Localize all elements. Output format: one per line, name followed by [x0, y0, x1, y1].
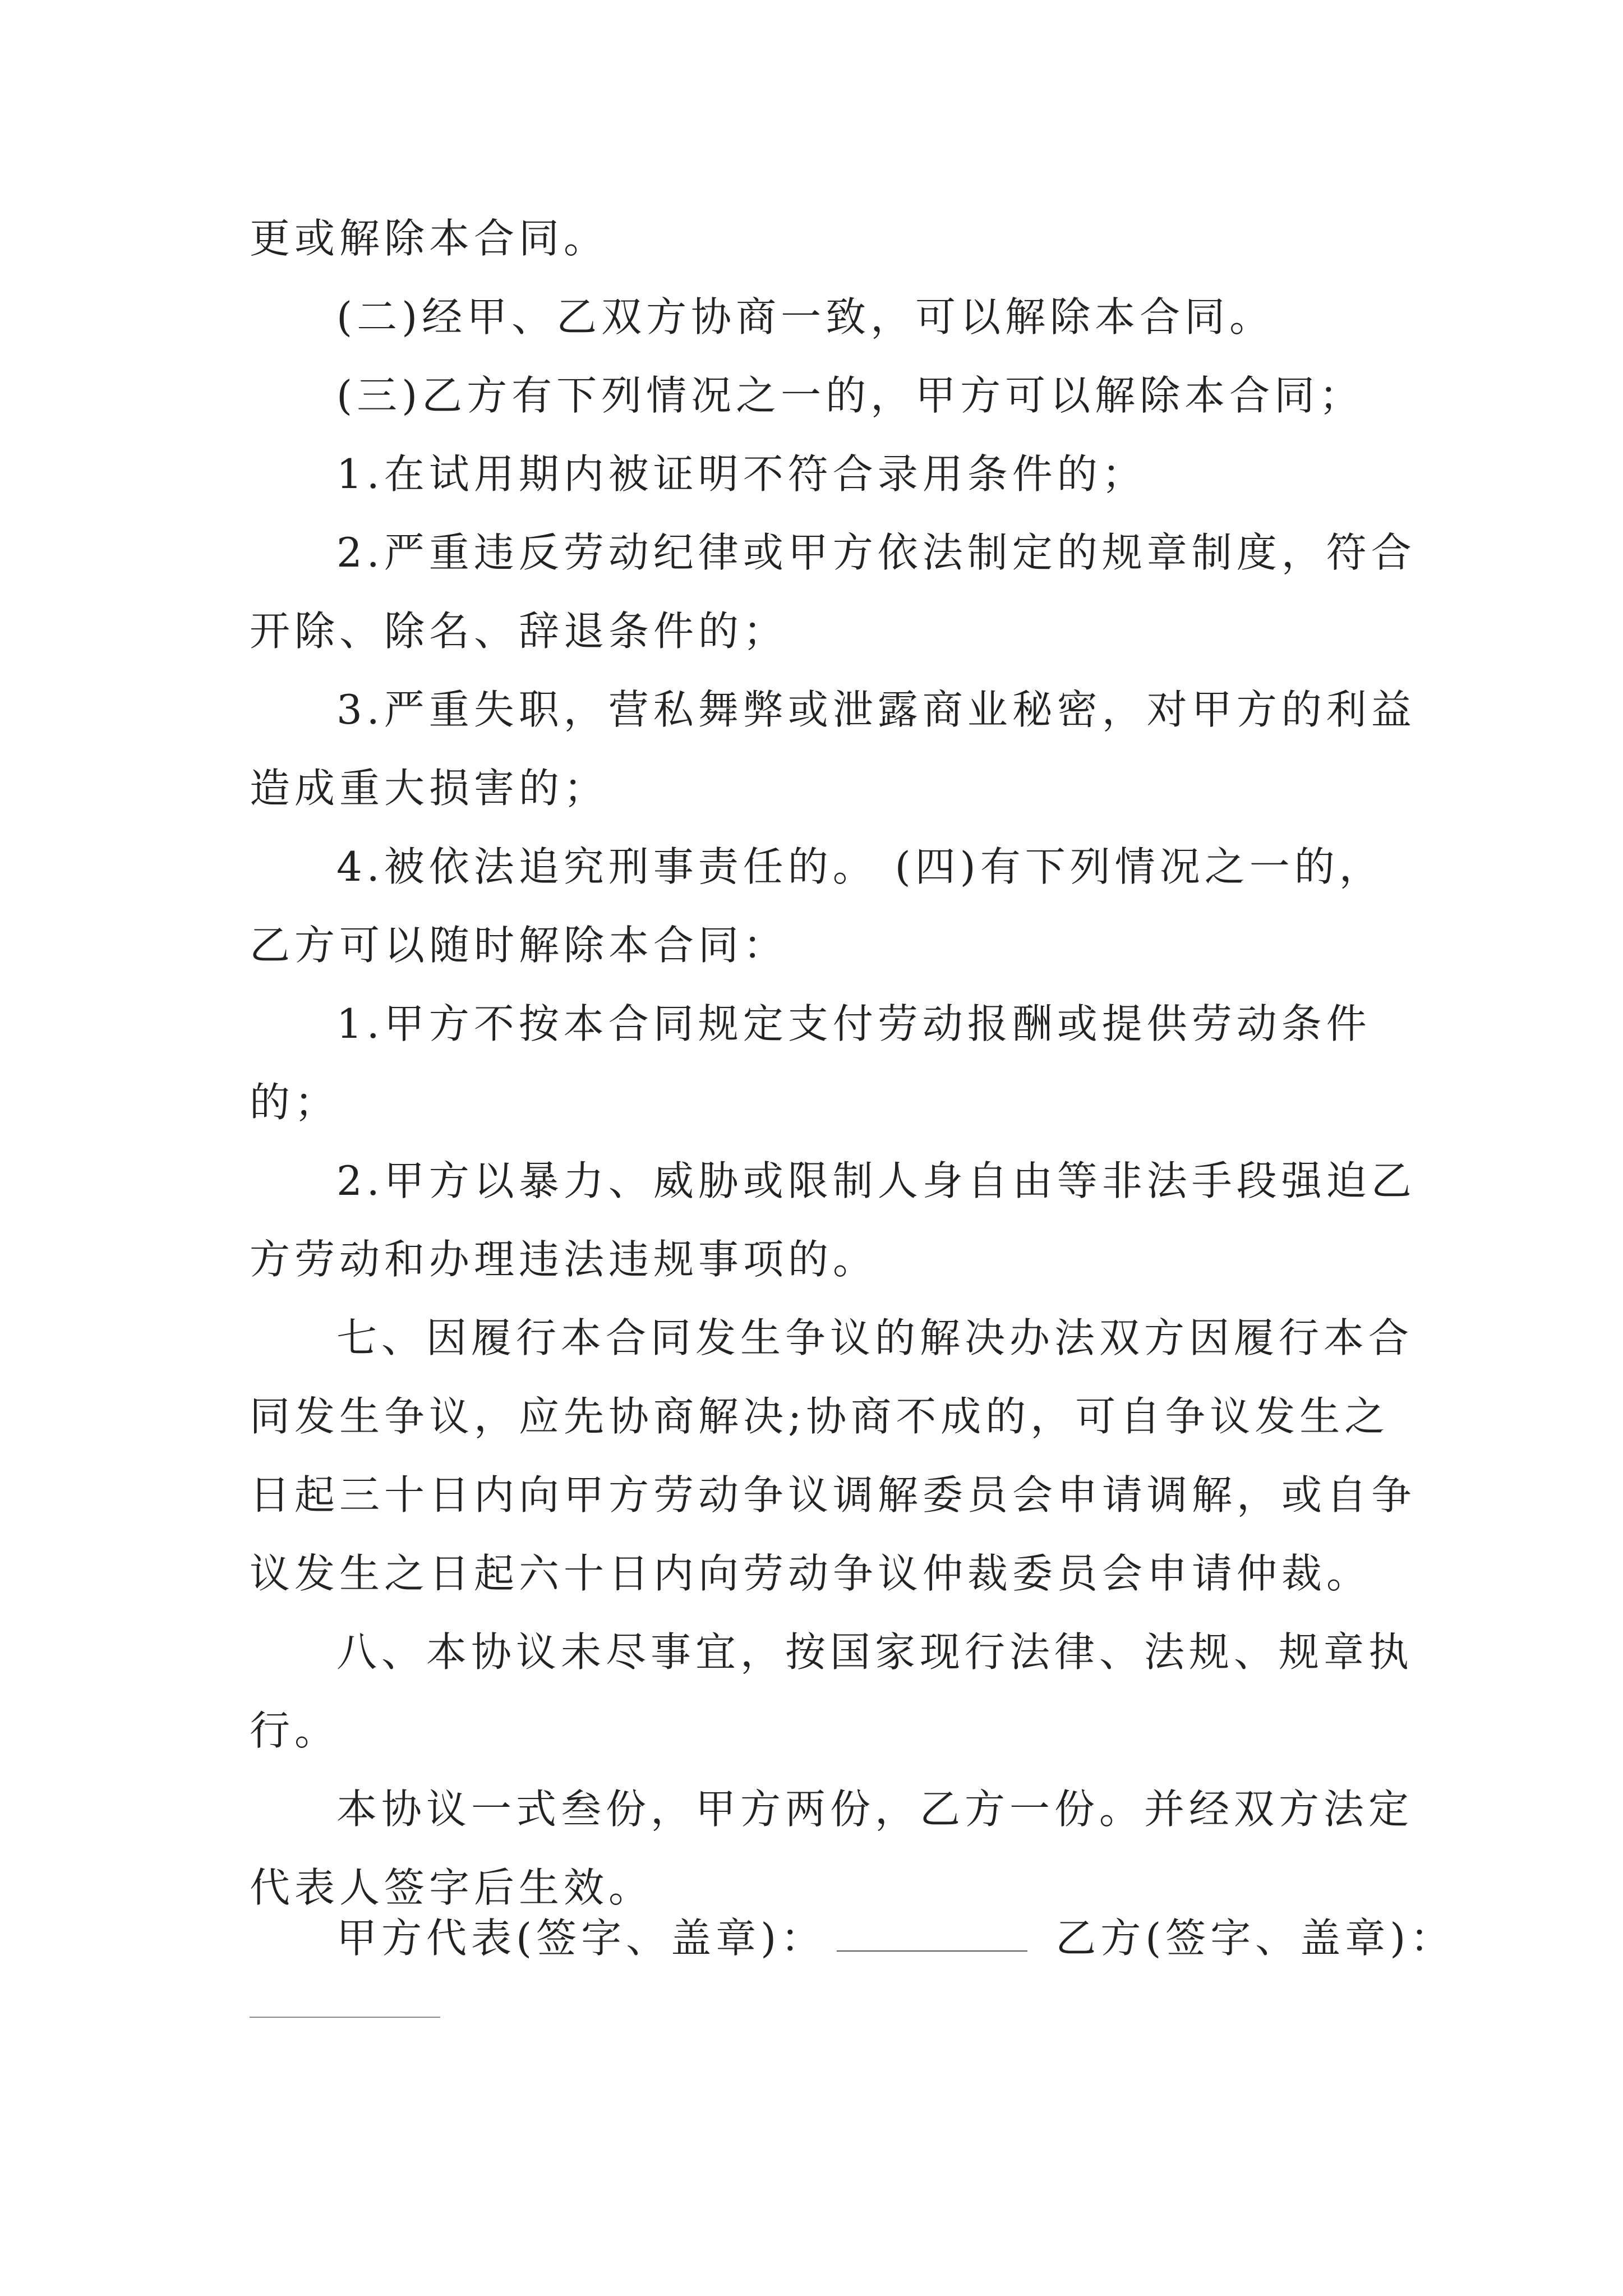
- paragraph-line: 4.被依法追究刑事责任的。 (四)有下列情况之一的，: [336, 843, 1384, 890]
- paragraph-line: 开除、除名、辞退条件的；: [250, 608, 789, 655]
- paragraph-line: 2.严重违反劳动纪律或甲方依法制定的规章制度，符合: [336, 529, 1416, 576]
- party-b-signature-blank: [250, 2017, 440, 2018]
- signature-row: [336, 1910, 1455, 1966]
- paragraph-line: 本协议一式叁份，甲方两份，乙方一份。并经双方法定: [336, 1786, 1414, 1833]
- paragraph-line: 造成重大损害的；: [250, 765, 609, 812]
- paragraph-line: 的；: [250, 1079, 340, 1126]
- paragraph-line: 方劳动和办理违法违规事项的。: [250, 1236, 878, 1283]
- party-b-signature-label: 乙方(签字、盖章)：: [1055, 1915, 1455, 1962]
- party-a-signature-blank: [837, 1910, 1027, 1952]
- paragraph-line: 同发生争议，应先协商解决;协商不成的，可自争议发生之: [250, 1393, 1390, 1440]
- paragraph-line: 日起三十日内向甲方劳动争议调解委员会申请调解，或自争: [250, 1471, 1417, 1519]
- paragraph-line: 乙方可以随时解除本合同：: [250, 922, 789, 969]
- paragraph-line: 更或解除本合同。: [250, 215, 609, 262]
- party-a-signature-label: 甲方代表(签字、盖章)：: [336, 1915, 826, 1962]
- paragraph-line: (二)经甲、乙双方协商一致，可以解除本合同。: [336, 293, 1275, 341]
- paragraph-line: 1.在试用期内被证明不符合录用条件的；: [336, 450, 1147, 498]
- paragraph-line: 行。: [250, 1707, 340, 1754]
- paragraph-line: 代表人签字后生效。: [250, 1864, 654, 1911]
- paragraph-line: (三)乙方有下列情况之一的，甲方可以解除本合同；: [336, 372, 1364, 419]
- paragraph-line: 1.甲方不按本合同规定支付劳动报酬或提供劳动条件: [336, 1000, 1371, 1047]
- paragraph-line: 2.甲方以暴力、威胁或限制人身自由等非法手段强迫乙: [336, 1157, 1416, 1204]
- paragraph-line: 七、因履行本合同发生争议的解决办法双方因履行本合: [336, 1314, 1414, 1361]
- paragraph-line: 八、本协议未尽事宜，按国家现行法律、法规、规章执: [336, 1628, 1414, 1676]
- paragraph-line: 3.严重失职，营私舞弊或泄露商业秘密，对甲方的利益: [336, 686, 1416, 733]
- paragraph-line: 议发生之日起六十日内向劳动争议仲裁委员会申请仲裁。: [250, 1550, 1372, 1597]
